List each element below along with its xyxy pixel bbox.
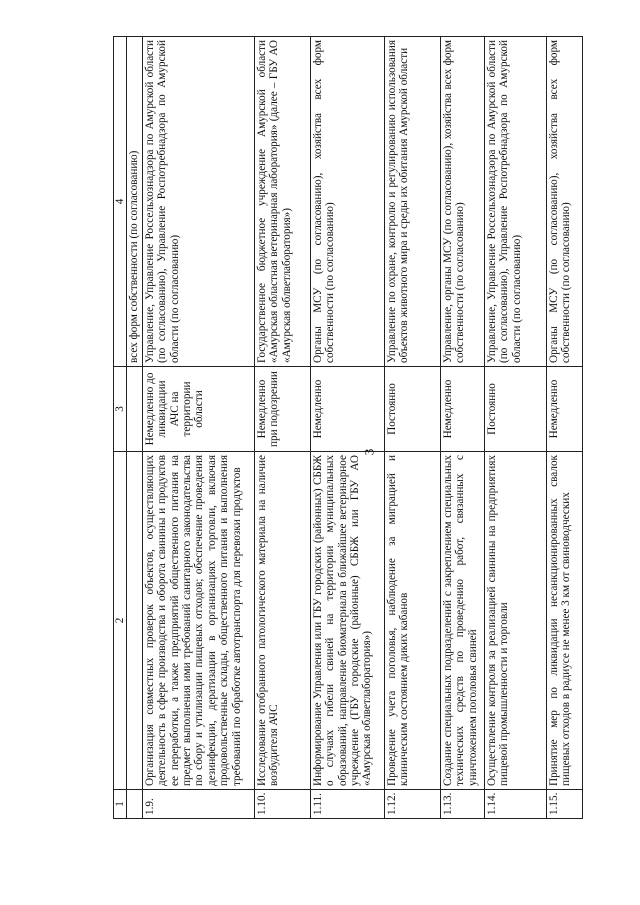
- row-term: Немедленно при подозрении: [254, 367, 310, 452]
- header-col-3: 3: [114, 367, 127, 452]
- row-number: 1.15.: [546, 790, 582, 819]
- row-number: 1.11.: [310, 790, 384, 819]
- table-row: [546, 37, 582, 819]
- rotated-table-frame: [113, 41, 620, 819]
- table-row: [254, 37, 310, 819]
- row-activity: Создание специальных подразделений с закреплением специальных технических средств по проведению работ, связанных с уничтожением поголовья свиней: [440, 452, 484, 790]
- cell-empty: [127, 790, 142, 819]
- row-number: 1.9.: [142, 790, 254, 819]
- row-term: Немедленно: [546, 367, 582, 452]
- header-col-4: 4: [114, 37, 127, 367]
- row-term: Немедленно: [440, 367, 484, 452]
- row-executor: Органы МСУ (по согласованию), хозяйства всех форм собственности (по согласованию): [546, 37, 582, 367]
- table-row: [440, 37, 484, 819]
- table-row: [384, 37, 440, 819]
- row-term: Постоянно: [484, 367, 546, 452]
- row-activity: Организация совместных проверок объектов, осуществляющих деятельность в сфере производства и оборота свинины и продуктов ее переработки, а также предприятий общественного питания на предмет выполнения ими требований санитарного законодательства по сбору и утилизации пищевых отходов; обеспечение проведения дезинфекции, дератизации в организациях торговли, включая продовольственные склады, общественного питания и выполнения требований по обработке автотранспорта для перевозки продуктов: [142, 452, 254, 790]
- header-col-1: 1: [114, 790, 127, 819]
- row-executor: Государственное бюджетное учреждение Амурской области «Амурская областная ветеринарная лаборатория» (далее – ГБУ АО «Амурская облветлаборатория»): [254, 37, 310, 367]
- row-number: 1.13.: [440, 790, 484, 819]
- row-activity: Информирование Управления или ГБУ городских (районных) СББЖ о случаях гибели свиней на территории муниципальных образований, направление биоматериала в ближайшее ветеринарное учреждение (ГБУ городские (районные) СББЖ или ГБУ АО «Амурская облветлаборатория»): [310, 452, 384, 790]
- row-executor: Управление по охране, контролю и регулированию использования объектов животного мира и среды их обитания Амурской области: [384, 37, 440, 367]
- measures-table: [113, 36, 583, 819]
- row-term: Постоянно: [384, 367, 440, 452]
- row-activity: Исследование отобранного патологического материала на наличие возбудителя АЧС: [254, 452, 310, 790]
- row-number: 1.10.: [254, 790, 310, 819]
- row-executor: Управление, органы МСУ (по согласованию), хозяйства всех форм собственности (по согласованию): [440, 37, 484, 367]
- cell-empty: [127, 367, 142, 452]
- row-activity: Принятие мер по ликвидации несанкционированных свалок пищевых отходов в радиусе не менее 3 км от свиноводческих: [546, 452, 582, 790]
- row-number: 1.12.: [384, 790, 440, 819]
- row-executor: Управление, Управление Россельхознадзора по Амурской области (по согласованию), Управление Роспотребнадзора по Амурской области (по согласованию): [142, 37, 254, 367]
- row-activity: Проведение учета поголовья, наблюдение за миграцией и клиническим состоянием диких кабанов: [384, 452, 440, 790]
- row-number: 1.14.: [484, 790, 546, 819]
- row-term: Немедленно: [310, 367, 384, 452]
- header-col-2: 2: [114, 452, 127, 790]
- header-row: [114, 37, 127, 819]
- row-executor: Органы МСУ (по согласованию), хозяйства всех форм собственности (по согласованию): [310, 37, 384, 367]
- row-activity: Осуществление контроля за реализацией свинины на предприятиях пищевой промышленности и торговли: [484, 452, 546, 790]
- row-executor: Управление, Управление Россельхознадзора по Амурской области (по согласованию), Управление Роспотребнадзора по Амурской области (по согласованию): [484, 37, 546, 367]
- table-row: [310, 37, 384, 819]
- cell-empty: [127, 452, 142, 790]
- continuation-row: [127, 37, 142, 819]
- continuation-executor: всех форм собственности (по согласованию): [127, 37, 142, 367]
- table-row: [484, 37, 546, 819]
- page-number: 3: [361, 448, 377, 456]
- row-term: Немедленно до ликвидации АЧС на территории области: [142, 367, 254, 452]
- table-row: [142, 37, 254, 819]
